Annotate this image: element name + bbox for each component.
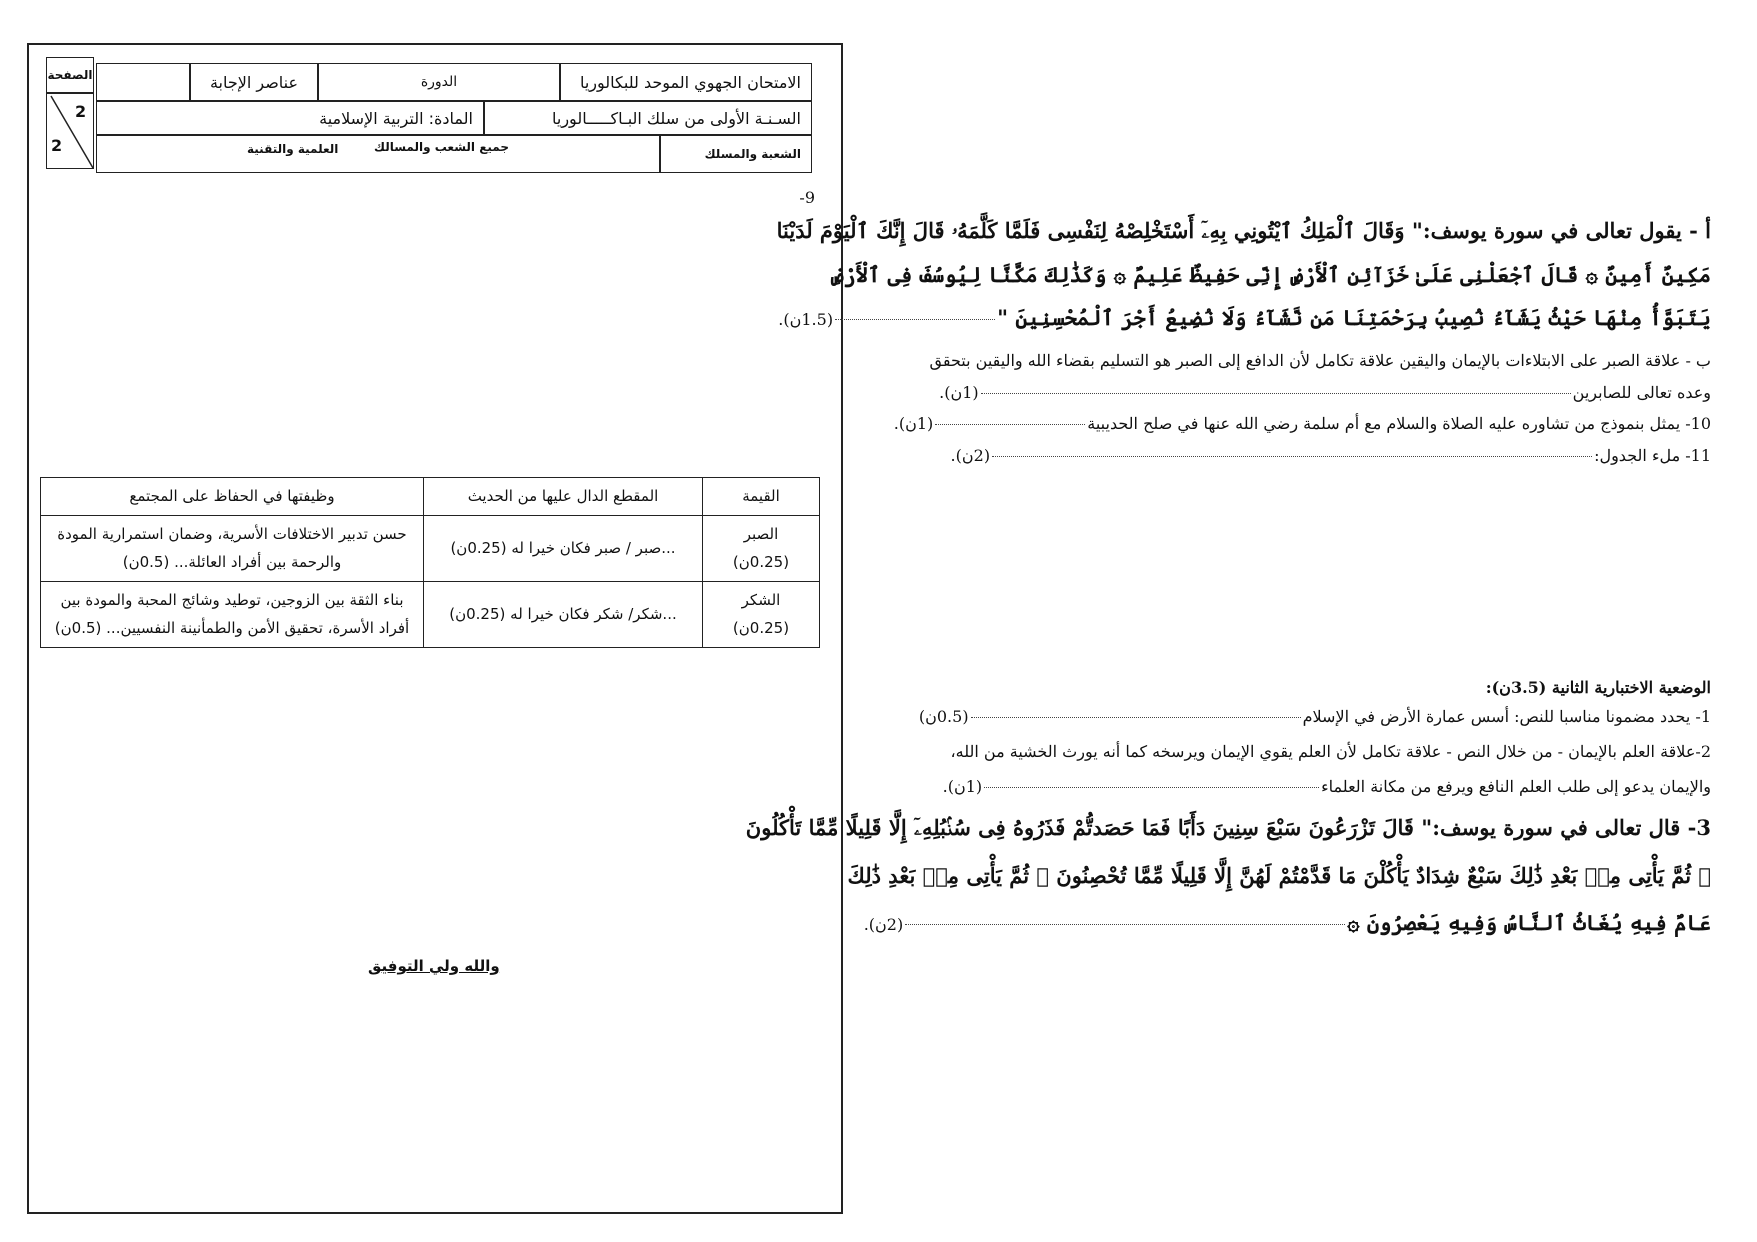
session-label: الدورة bbox=[318, 63, 560, 101]
answer-line: 2-علاقة العلم بالإيمان - من خلال النص - علاقة تكامل لأن العلم يقوي الإيمان ويرسخه كما أنه يورث الخشية من الله، bbox=[950, 742, 1711, 761]
page-number-box bbox=[46, 93, 94, 169]
section-title: الوضعية الاختبارية الثانية (3.5ن): bbox=[1485, 678, 1711, 697]
item-number: 9- bbox=[799, 188, 815, 207]
closing-text: والله ولي التوفيق bbox=[368, 957, 500, 975]
values-table bbox=[40, 477, 820, 648]
table-row bbox=[41, 515, 820, 581]
score: (1.5ن). bbox=[778, 310, 834, 329]
empty-cell bbox=[96, 63, 190, 101]
score: (2ن). bbox=[950, 446, 991, 465]
subject-label: المادة: التربية الإسلامية bbox=[96, 101, 484, 135]
segment-cell: ...شكر/ شكر فكان خيرا له (0.25ن) bbox=[424, 581, 703, 647]
table-header: المقطع الدال عليها من الحديث bbox=[424, 478, 703, 516]
exam-title: الامتحان الجهوي الموحد للبكالوريا bbox=[560, 63, 812, 101]
page-number: 2 bbox=[75, 102, 87, 121]
branches-subtext: العلمية والتقنية bbox=[247, 142, 339, 156]
answer-elements-label: عناصر الإجابة bbox=[190, 63, 318, 101]
page-label: الصفحة bbox=[46, 57, 94, 93]
quran-verse-line: عَامٌ فِيهِ يُغَاثُ ٱلنَّاسُ وَفِيهِ يَعْصِرُونَ ۞(2ن). bbox=[863, 910, 1711, 935]
quran-verse-line: يَتَبَوَّأُ مِنْهَا حَيْثُ يَشَآءُ نُصِيبُ بِرَحْمَتِنَا مَن نَّشَآءُ وَلَا نُضِيعُ أَجْرَ ٱلْمُحْسِنِينَ "(1.5ن). bbox=[778, 305, 1711, 330]
answer-line: ب - علاقة الصبر على الابتلاءات بالإيمان واليقين علاقة تكامل لأن الدافع إلى الصبر هو التسليم بقضاء الله واليقين بتحقق bbox=[929, 351, 1711, 370]
diagonal-divider bbox=[47, 94, 95, 170]
score: (1ن). bbox=[942, 777, 983, 796]
score: (2ن). bbox=[863, 915, 904, 934]
table-row bbox=[41, 581, 820, 647]
branches-cell bbox=[96, 135, 660, 173]
value-cell: الصبر (0.25ن) bbox=[703, 515, 820, 581]
quran-verse-line: مَكِينٌ أَمِينٌ ۞ قَالَ ٱجْعَلْنِى عَلَىٰ خَزَآئِنِ ٱلْأَرْضِ إِنِّى حَفِيظٌ عَلِيمٌ ۞ وَكَذَٰلِكَ مَكَّنَّا لِيُوسُفَ فِى ٱلْأَرْضِ bbox=[831, 262, 1711, 287]
level-label: السـنـة الأولى من سلك البـاكـــــالوريا bbox=[484, 101, 812, 135]
table-header: وظيفتها في الحفاظ على المجتمع bbox=[41, 478, 424, 516]
answer-line: 1- يحدد مضمونا مناسبا للنص: أسس عمارة الأرض في الإسلام(0.5ن) bbox=[918, 707, 1711, 726]
segment-cell: ...صبر / صبر فكان خيرا له (0.25ن) bbox=[424, 515, 703, 581]
function-cell: حسن تدبير الاختلافات الأسرية، وضمان استمرارية المودة والرحمة بين أفراد العائلة... (0.5ن) bbox=[41, 515, 424, 581]
answer-line: 10- يمثل بنموذج من تشاوره عليه الصلاة والسلام مع أم سلمة رضي الله عنها في صلح الحديبية(1ن). bbox=[893, 414, 1711, 433]
quran-verse-line: أ - يقول تعالى في سورة يوسف:" وَقَالَ ٱلْمَلِكُ ٱيْتُونِي بِهِۦٓ أَسْتَخْلِصْهُ لِنَفْسِى فَلَمَّا كَلَّمَهُۥ قَالَ إِنَّكَ ٱلْيَوْمَ لَدَيْنَا bbox=[776, 218, 1711, 243]
quran-verse-line: ۞ ثُمَّ يَأْتِى مِنۢ بَعْدِ ذَٰلِكَ سَبْعٌ شِدَادٌ يَأْكُلْنَ مَا قَدَّمْتُمْ لَهُنَّ إِلَّا قَلِيلًا مِّمَّا تُحْصِنُونَ ۞ ثُمَّ يَأْتِى مِنۢ بَعْدِ ذَٰلِكَ bbox=[847, 863, 1711, 888]
answer-line: وعده تعالى للصابرين(1ن). bbox=[939, 383, 1711, 402]
branch-label: الشعبة والمسلك bbox=[660, 135, 812, 173]
table-header-row bbox=[41, 478, 820, 516]
score: (0.5ن) bbox=[918, 707, 969, 726]
answer-line: 11- ملء الجدول:(2ن). bbox=[950, 446, 1711, 465]
branches-text: جميع الشعب والمسالك bbox=[374, 140, 509, 154]
value-cell: الشكر (0.25ن) bbox=[703, 581, 820, 647]
page-total: 2 bbox=[51, 136, 63, 155]
function-cell: بناء الثقة بين الزوجين، توطيد وشائج المحبة والمودة بين أفراد الأسرة، تحقيق الأمن والطمأنينة النفسيين... (0.5ن) bbox=[41, 581, 424, 647]
table-header: القيمة bbox=[703, 478, 820, 516]
answer-line: والإيمان يدعو إلى طلب العلم النافع ويرفع من مكانة العلماء(1ن). bbox=[942, 777, 1711, 796]
score: (1ن). bbox=[893, 414, 934, 433]
quran-verse-line: 3- قال تعالى في سورة يوسف:" قَالَ تَزْرَعُونَ سَبْعَ سِنِينَ دَأَبًا فَمَا حَصَدتُّمْ فَذَرُوهُ فِى سُنۢبُلِهِۦٓ إِلَّا قَلِيلًا مِّمَّا تَأْكُلُونَ bbox=[745, 815, 1711, 840]
score: (1ن). bbox=[939, 383, 979, 402]
